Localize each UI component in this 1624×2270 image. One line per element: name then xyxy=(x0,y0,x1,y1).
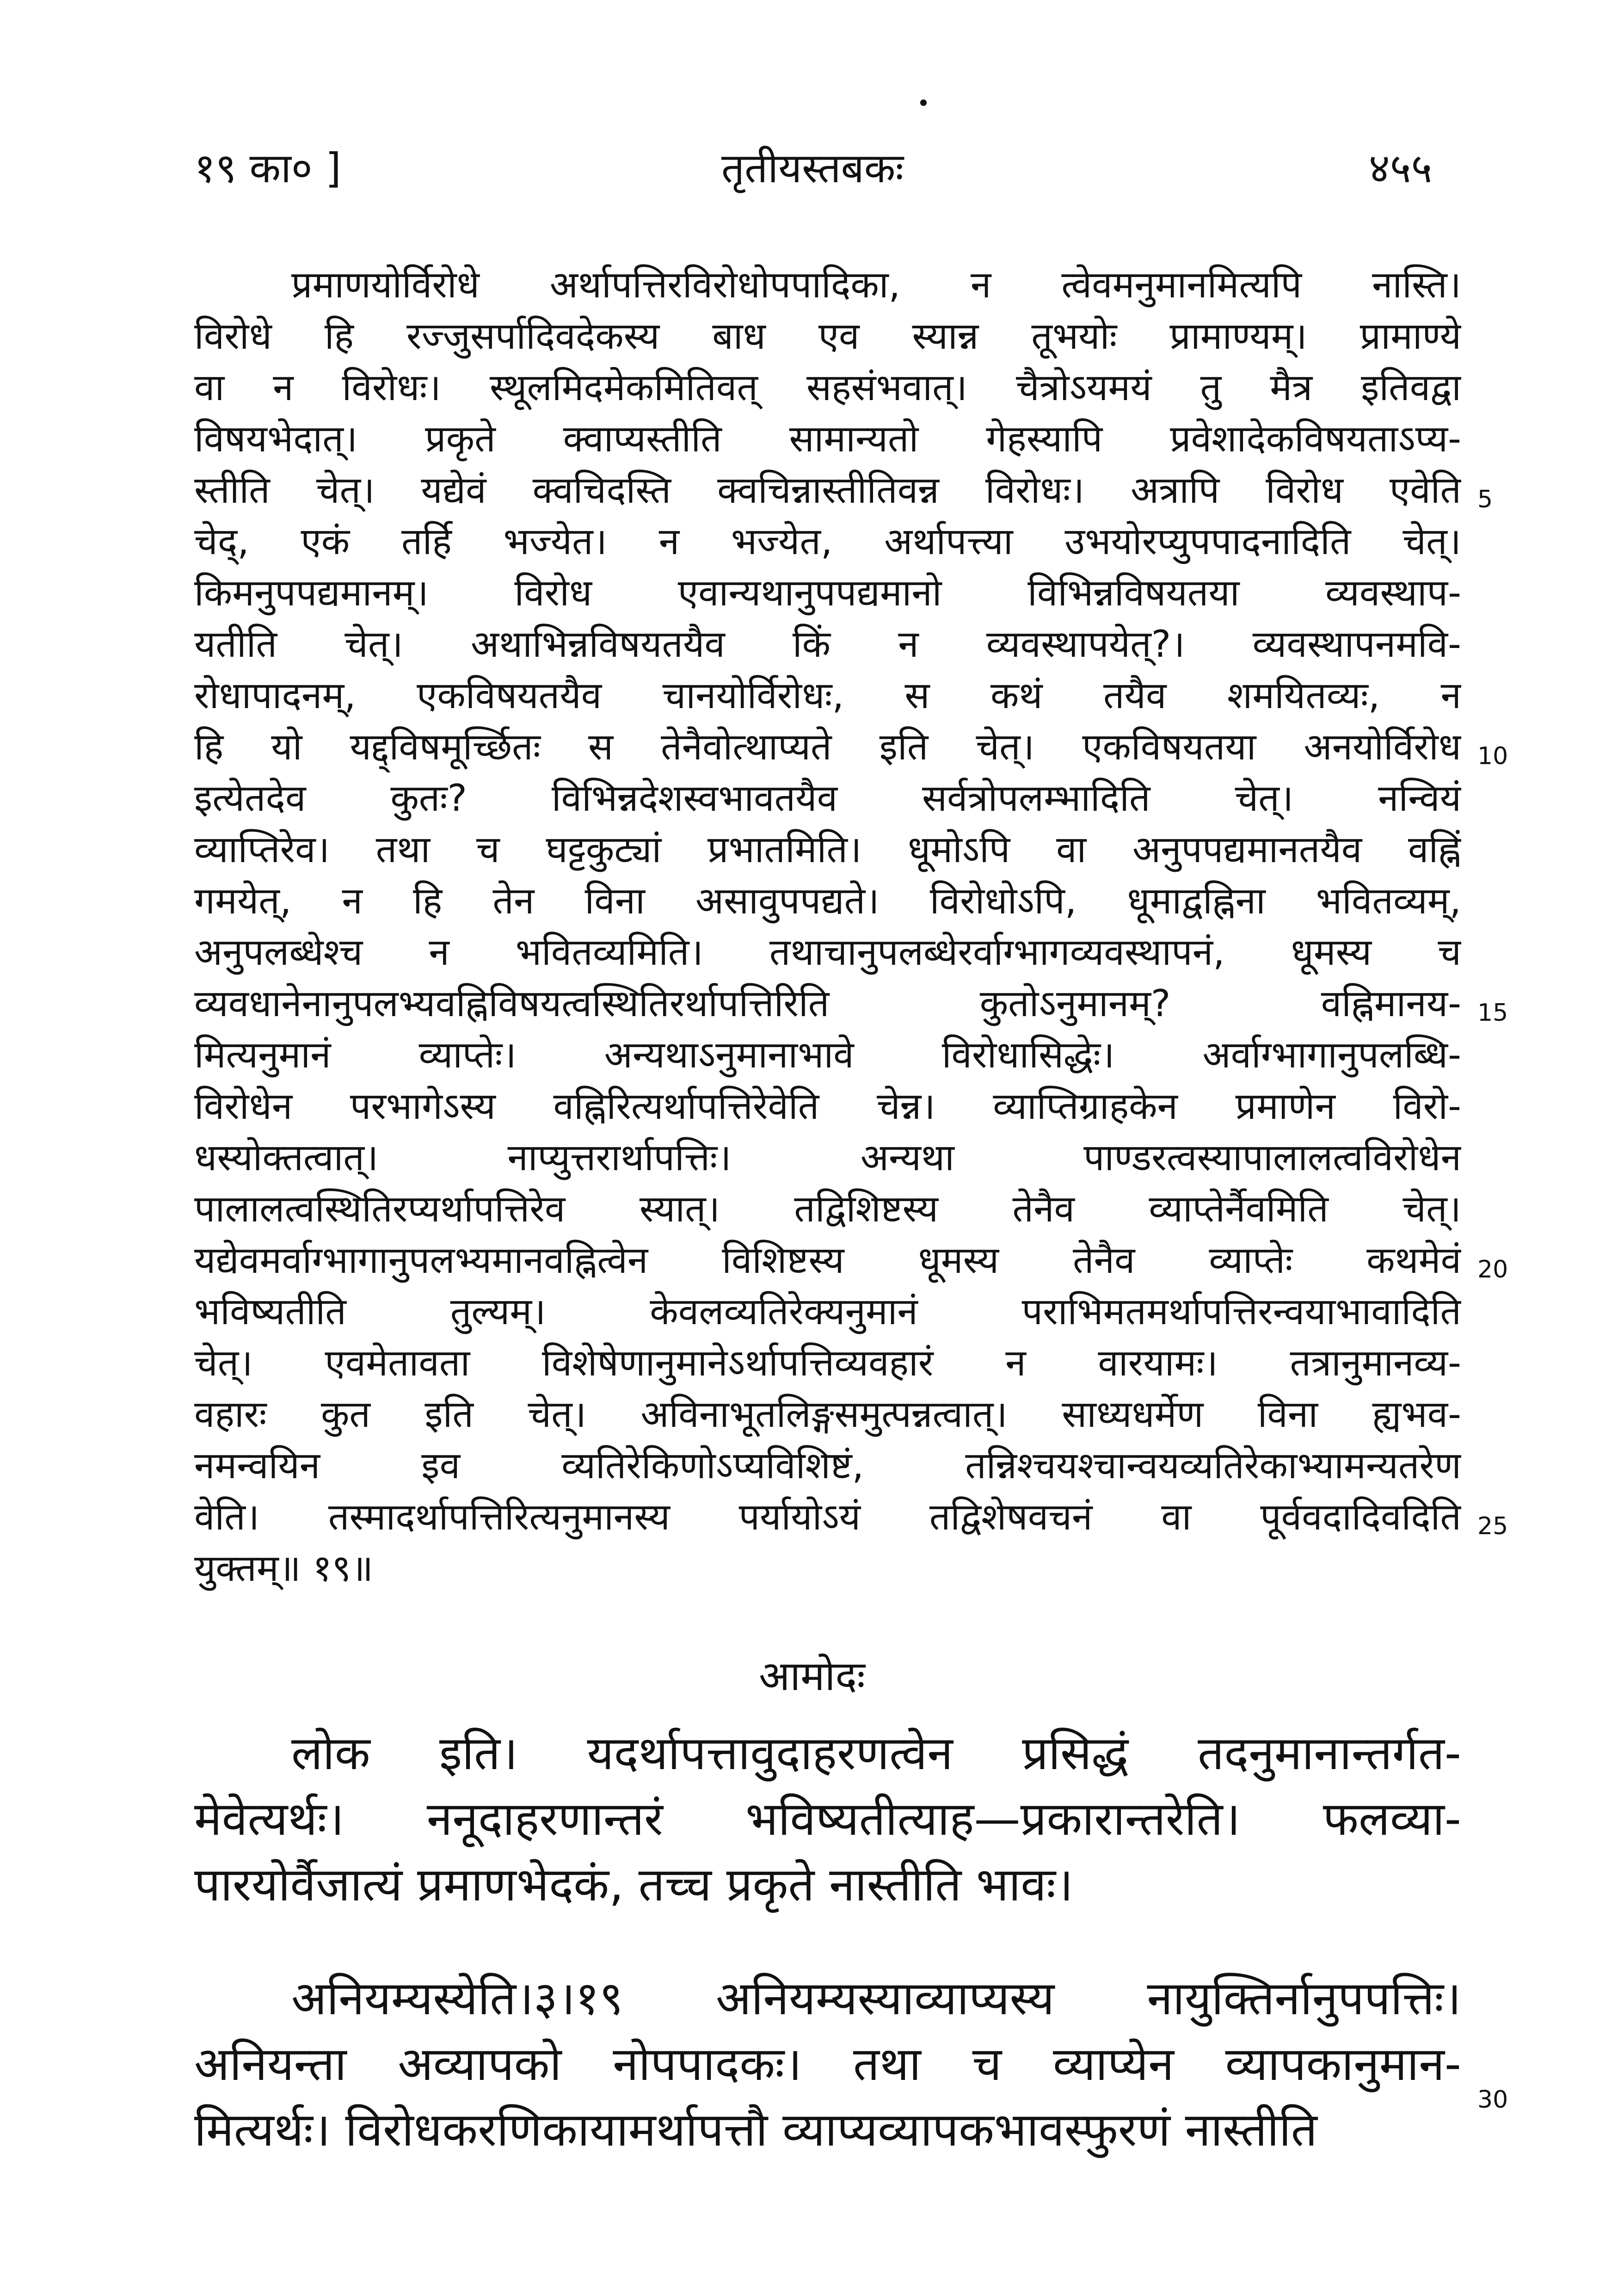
text-line: युक्तम्॥ १९॥ xyxy=(194,1547,374,1590)
text-line: अनियन्ता अव्यापको नोपपादकः। तथा च व्याप्येन व्यापकानुमान- xyxy=(194,2037,1461,2091)
text-line: नमन्वयिन इव व्यतिरेकिणोऽप्यविशिष्टं, तन्निश्चयश्चान्वयव्यतिरेकाभ्यामन्यतरेण xyxy=(194,1444,1461,1487)
text-line: चेद्, एकं तर्हि भज्येत। न भज्येत, अर्थापत्त्या उभयोरप्युपपादनादिति चेत्। xyxy=(194,520,1461,563)
running-head-left: १९ का० ] xyxy=(194,144,341,192)
page-number: ४५५ xyxy=(1369,144,1433,192)
text-line: वेति। तस्मादर्थापत्तिरित्यनुमानस्य पर्यायोऽयं तद्विशेषवचनं वा पूर्ववदादिवदिति xyxy=(194,1495,1461,1538)
text-line: प्रमाणयोर्विरोधे अर्थापत्तिरविरोधोपपादिका, न त्वेवमनुमानमित्यपि नास्ति। xyxy=(291,263,1461,306)
text-line: मित्यनुमानं व्याप्तेः। अन्यथाऽनुमानाभावे विरोधासिद्धेः। अर्वाग्भागानुपलब्धि- xyxy=(194,1033,1461,1076)
text-line: पारयोर्वैजात्यं प्रमाणभेदकं, तच्च प्रकृते नास्तीति भावः। xyxy=(194,1857,1073,1912)
text-line: व्याप्तिरेव। तथा च घट्टकुट्यां प्रभातमिति। धूमोऽपि वा अनुपपद्यमानतयैव वह्निं xyxy=(194,828,1461,871)
line-number: 10 xyxy=(1477,742,1508,770)
text-line: स्तीति चेत्। यद्येवं क्वचिदस्ति क्वचिन्नास्तीतिवन्न विरोधः। अत्रापि विरोध एवेति xyxy=(194,469,1461,512)
text-line: गमयेत्, न हि तेन विना असावुपपद्यते। विरोधोऽपि, धूमाद्वह्निना भवितव्यम्, xyxy=(194,879,1461,922)
text-line: अनियम्यस्येति।३।१९ अनियम्यस्याव्याप्यस्य नायुक्तिर्नानुपपत्तिः। xyxy=(291,1971,1461,2025)
text-line: धस्योक्तत्वात्। नाप्युत्तरार्थापत्तिः। अन्यथा पाण्डरत्वस्यापालालत्वविरोधेन xyxy=(194,1136,1461,1179)
text-line: मेवेत्यर्थः। ननूदाहरणान्तरं भविष्यतीत्याह—प्रकारान्तरेति। फलव्या- xyxy=(194,1792,1461,1846)
running-head-title: तृतीयस्तबकः xyxy=(721,144,904,192)
text-line: यद्येवमर्वाग्भागानुपलभ्यमानवह्नित्वेन विशिष्टस्य धूमस्य तेनैव व्याप्तेः कथमेवं xyxy=(194,1239,1461,1282)
text-line: यतीति चेत्। अथाभिन्नविषयतयैव किं न व्यवस्थापयेत्?। व्यवस्थापनमवि- xyxy=(194,623,1461,666)
text-line: मित्यर्थः। विरोधकरणिकायामर्थापत्तौ व्याप्यव्यापकभावस्फुरणं नास्तीति xyxy=(194,2103,1317,2157)
text-line: विषयभेदात्। प्रकृते क्वाप्यस्तीति सामान्यतो गेहस्यापि प्रवेशादेकविषयताऽप्य- xyxy=(194,417,1461,460)
text-line: वहारः कुत इति चेत्। अविनाभूतलिङ्गसमुत्पन्नत्वात्। साध्यधर्मेण विना ह्यभव- xyxy=(194,1393,1461,1436)
text-line: विरोधे हि रज्जुसर्पादिवदेकस्य बाध एव स्यान्न तूभयोः प्रामाण्यम्। प्रामाण्ये xyxy=(194,315,1461,358)
line-number: 30 xyxy=(1477,2086,1508,2114)
scan-speck xyxy=(920,99,927,106)
text-line: इत्येतदेव कुतः? विभिन्नदेशस्वभावतयैव सर्वत्रोपलम्भादिति चेत्। नन्वियं xyxy=(194,777,1461,820)
commentary-heading: आमोदः xyxy=(759,1652,865,1700)
text-line: पालालत्वस्थितिरप्यर्थापत्तिरेव स्यात्। तद्विशिष्टस्य तेनैव व्याप्तेर्नैवमिति चेत्। xyxy=(194,1187,1461,1230)
text-line: व्यवधानेनानुपलभ्यवह्निविषयत्वस्थितिरर्थापत्तिरिति कुतोऽनुमानम्? वह्निमानय- xyxy=(194,982,1461,1025)
text-line: भविष्यतीति तुल्यम्। केवलव्यतिरेक्यनुमानं पराभिमतमर्थापत्तिरन्वयाभावादिति xyxy=(194,1290,1461,1333)
line-number: 20 xyxy=(1477,1256,1508,1283)
main-text xyxy=(194,259,1461,1594)
text-line: हि यो यद्द्विषमूर्च्छितः स तेनैवोत्थाप्यते इति चेत्। एकविषयतया अनयोर्विरोध xyxy=(194,725,1461,768)
line-number: 25 xyxy=(1477,1512,1508,1540)
text-line: अनुपलब्धेश्च न भवितव्यमिति। तथाचानुपलब्धेरर्वाग्भागव्यवस्थापनं, धूमस्य च xyxy=(194,931,1461,974)
commentary-paragraph-2 xyxy=(194,1966,1461,2163)
text-line: चेत्। एवमेतावता विशेषेणानुमानेऽर्थापत्तिव्यवहारं न वारयामः। तत्रानुमानव्य- xyxy=(194,1341,1461,1384)
line-number: 5 xyxy=(1477,486,1493,513)
commentary-paragraph-1 xyxy=(194,1721,1461,1918)
text-line: वा न विरोधः। स्थूलमिदमेकमितिवत् सहसंभवात्। चैत्रोऽयमयं तु मैत्र इतिवद्वा xyxy=(194,366,1461,409)
text-line: लोक इति। यदर्थापत्तावुदाहरणत्वेन प्रसिद्धं तदनुमानान्तर्गत- xyxy=(291,1726,1461,1780)
text-line: किमनुपपद्यमानम्। विरोध एवान्यथानुपपद्यमानो विभिन्नविषयतया व्यवस्थाप- xyxy=(194,571,1461,614)
text-line: रोधापादनम्, एकविषयतयैव चानयोर्विरोधः, स कथं तयैव शमयितव्यः, न xyxy=(194,674,1461,717)
line-number: 15 xyxy=(1477,999,1508,1027)
text-line: विरोधेन परभागेऽस्य वह्निरित्यर्थापत्तिरेवेति चेन्न। व्याप्तिग्राहकेन प्रमाणेन विरो- xyxy=(194,1085,1461,1128)
